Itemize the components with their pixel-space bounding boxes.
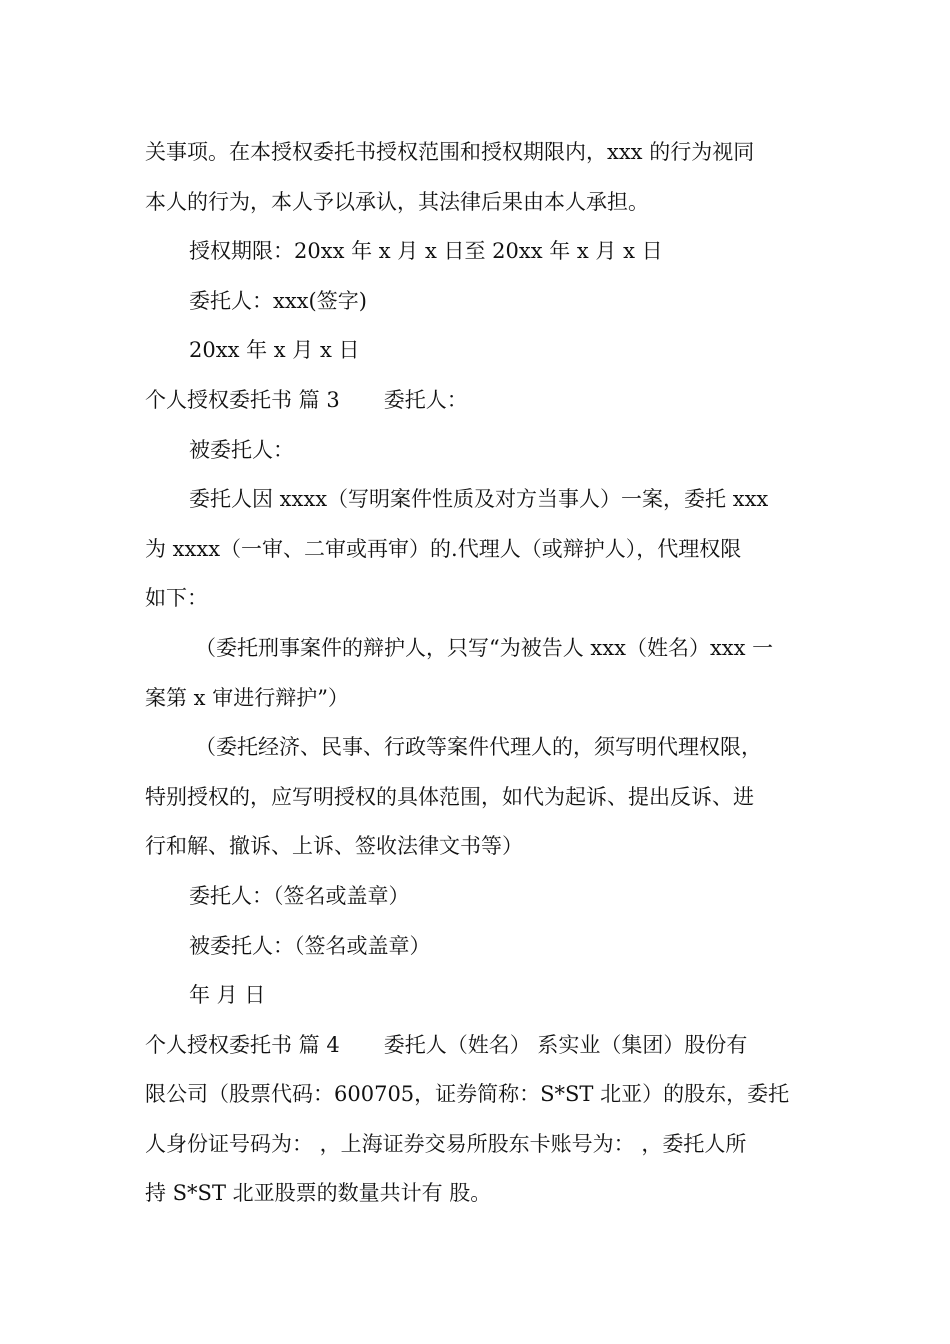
paragraph-line: 限公司（股票代码：600705，证券简称：S*ST 北亚）的股东，委托 <box>145 1082 790 1107</box>
section-heading-line <box>145 1021 810 1071</box>
paragraph-line: 案第 x 审进行辩护”） <box>145 685 349 710</box>
paragraph-line: 委托人：xxx(签字) <box>189 288 367 313</box>
paragraph-line: 20xx 年 x 月 x 日 <box>189 338 360 363</box>
paragraph-line: 为 xxxx（一审、二审或再审）的.代理人（或辩护人），代理权限 <box>145 536 742 561</box>
paragraph-line: 人身份证号码为： ，上海证券交易所股东卡账号为： ，委托人所 <box>145 1131 747 1156</box>
paragraph-line: 如下： <box>145 586 208 611</box>
paragraph-line: 被委托人：（签名或盖章） <box>189 933 431 958</box>
paragraph-line: 委托人：（签名或盖章） <box>189 883 410 908</box>
section-heading: 个人授权委托书 篇 4 <box>145 1032 340 1057</box>
paragraph-line: 持 S*ST 北亚股票的数量共计有 股。 <box>145 1181 492 1206</box>
paragraph-line: 关事项。在本授权委托书授权范围和授权期限内，xxx 的行为视同 <box>145 140 755 164</box>
paragraph-text: 委托人： <box>383 387 468 412</box>
paragraph-line: （委托经济、民事、行政等案件代理人的，须写明代理权限， <box>195 735 762 760</box>
paragraph-text: 委托人（姓名） 系实业（集团）股份有 <box>383 1032 748 1057</box>
paragraph-line: 委托人因 xxxx（写明案件性质及对方当事人）一案，委托 xxx <box>189 487 769 512</box>
paragraph-line: 行和解、撤诉、上诉、签收法律文书等） <box>145 834 523 859</box>
paragraph-line: （委托刑事案件的辩护人，只写“为被告人 xxx（姓名）xxx 一 <box>195 635 774 660</box>
paragraph-line: 被委托人： <box>189 437 294 462</box>
document-body <box>145 128 810 1219</box>
paragraph-line: 授权期限：20xx 年 x 月 x 日至 20xx 年 x 月 x 日 <box>189 239 663 264</box>
paragraph-line: 年 月 日 <box>189 983 266 1008</box>
section-heading-line <box>145 376 810 426</box>
paragraph-line: 特别授权的，应写明授权的具体范围，如代为起诉、提出反诉、进 <box>145 784 754 809</box>
paragraph-line: 本人的行为，本人予以承认，其法律后果由本人承担。 <box>145 189 649 214</box>
section-heading: 个人授权委托书 篇 3 <box>145 387 340 412</box>
